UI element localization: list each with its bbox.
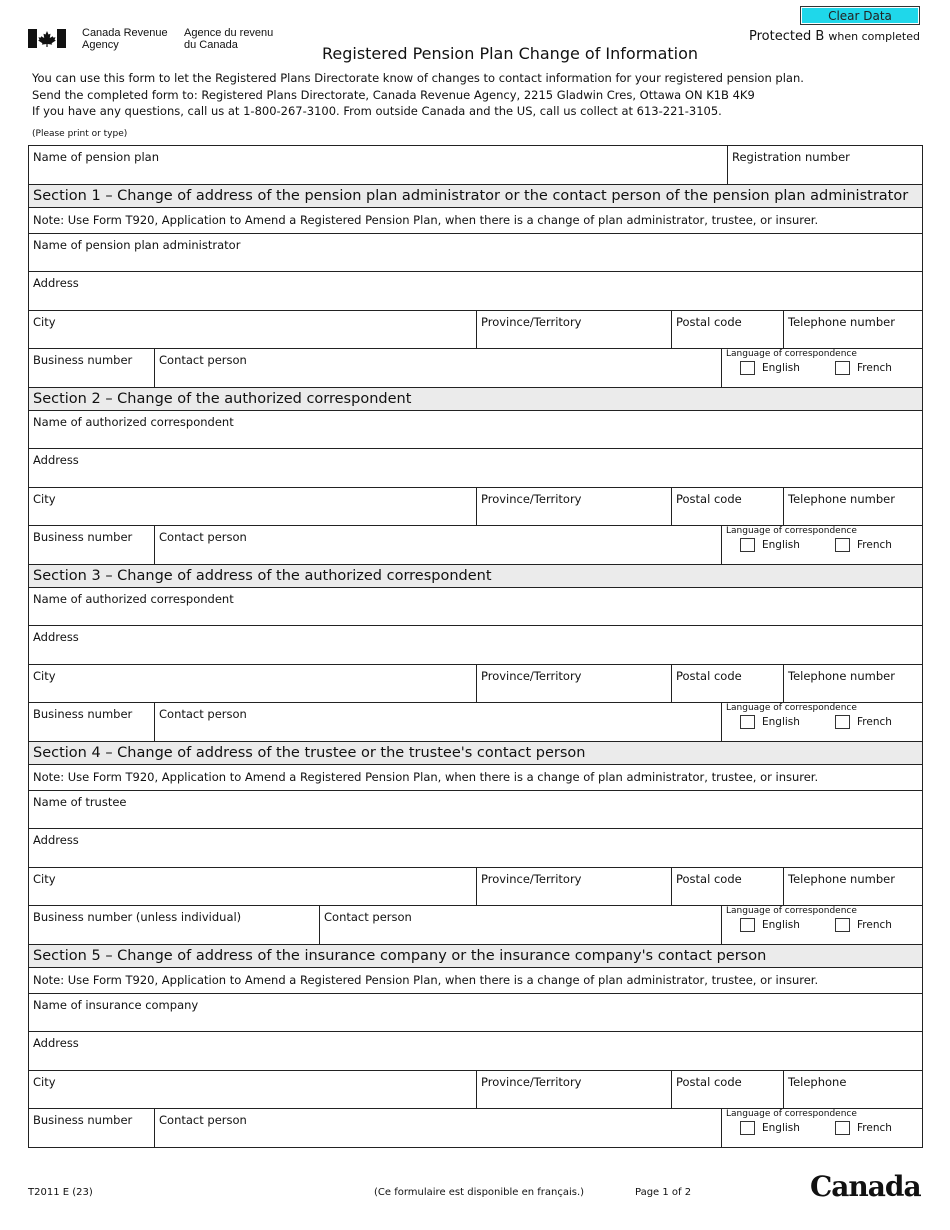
s3-french-checkbox[interactable] [835, 715, 850, 729]
s5-language-group: Language of correspondence English French [721, 1109, 922, 1147]
pension-plan-name-field[interactable]: Name of pension plan [33, 150, 159, 164]
s3-business-number-field[interactable]: Business number [33, 707, 133, 721]
s2-province-field[interactable]: Province/Territory [476, 488, 671, 526]
section-5-header: Section 5 – Change of address of the insurance company or the insurance company's contact person [29, 945, 922, 967]
s4-postal-field[interactable]: Postal code [671, 868, 783, 906]
s5-city-field[interactable]: City [33, 1074, 56, 1089]
section-1-header: Section 1 – Change of address of the pension plan administrator or the contact person of the pension plan administrator [29, 185, 922, 207]
s2-city-field[interactable]: City [33, 491, 56, 506]
s5-address-field[interactable]: Address [33, 1036, 79, 1050]
clear-data-button[interactable]: Clear Data [800, 6, 920, 25]
s3-address-field[interactable]: Address [33, 630, 79, 644]
page-title: Registered Pension Plan Change of Information [321, 44, 699, 63]
form-table [28, 145, 923, 1148]
s3-english-checkbox[interactable] [740, 715, 755, 729]
print-note: (Please print or type) [32, 129, 128, 139]
section-4-header: Section 4 – Change of address of the trustee or the trustee's contact person [29, 742, 922, 764]
s1-language-group: Language of correspondence English French [721, 349, 922, 387]
section-1-note: Note: Use Form T920, Application to Amend a Registered Pension Plan, when there is a change of plan administrator, trustee, or insurer. [33, 212, 819, 227]
s2-french-checkbox[interactable] [835, 538, 850, 552]
s3-name-field[interactable]: Name of authorized correspondent [33, 591, 234, 606]
s3-postal-field[interactable]: Postal code [671, 665, 783, 703]
s4-province-field[interactable]: Province/Territory [476, 868, 671, 906]
section-5-note: Note: Use Form T920, Application to Amend a Registered Pension Plan, when there is a change of plan administrator, trustee, or insurer. [33, 972, 819, 987]
s3-province-field[interactable]: Province/Territory [476, 665, 671, 703]
s4-name-field[interactable]: Name of trustee [33, 794, 127, 809]
s2-name-field[interactable]: Name of authorized correspondent [33, 414, 234, 429]
s1-business-number-field[interactable]: Business number [33, 353, 133, 367]
s1-telephone-field[interactable]: Telephone number [783, 311, 922, 349]
s2-english-checkbox[interactable] [740, 538, 755, 552]
registration-number-field[interactable]: Registration number [727, 146, 922, 184]
s1-postal-field[interactable]: Postal code [671, 311, 783, 349]
s2-postal-field[interactable]: Postal code [671, 488, 783, 526]
s1-contact-person-field[interactable]: Contact person [154, 349, 721, 387]
s1-address-field[interactable]: Address [33, 276, 79, 290]
s4-telephone-field[interactable]: Telephone number [783, 868, 922, 906]
s2-telephone-field[interactable]: Telephone number [783, 488, 922, 526]
s1-city-field[interactable]: City [33, 314, 56, 329]
s3-telephone-field[interactable]: Telephone number [783, 665, 922, 703]
s2-contact-person-field[interactable]: Contact person [154, 526, 721, 564]
page-number: Page 1 of 2 [635, 1187, 692, 1198]
s5-telephone-field[interactable]: Telephone [783, 1071, 922, 1109]
s1-name-field[interactable]: Name of pension plan administrator [33, 237, 241, 252]
agency-name-fr: Agence du revenu du Canada [184, 27, 274, 51]
s2-language-group: Language of correspondence English French [721, 526, 922, 564]
s1-province-field[interactable]: Province/Territory [476, 311, 671, 349]
french-availability-note: (Ce formulaire est disponible en français.) [374, 1187, 585, 1198]
s4-business-number-field[interactable]: Business number (unless individual) [33, 910, 242, 924]
s4-contact-person-field[interactable]: Contact person [319, 906, 721, 944]
s3-language-group: Language of correspondence English French [721, 703, 922, 741]
section-2-header: Section 2 – Change of the authorized correspondent [29, 388, 922, 410]
protected-b-label: Protected B when completed [749, 29, 920, 44]
section-4-note: Note: Use Form T920, Application to Amend a Registered Pension Plan, when there is a change of plan administrator, trustee, or insurer. [33, 769, 819, 784]
s4-city-field[interactable]: City [33, 871, 56, 886]
s2-business-number-field[interactable]: Business number [33, 530, 133, 544]
s5-province-field[interactable]: Province/Territory [476, 1071, 671, 1109]
s3-city-field[interactable]: City [33, 668, 56, 683]
intro-text: You can use this form to let the Registered Plans Directorate know of changes to contact information for your registered pension plan. Send the completed form to: Registered Plans Directorate, Canada Revenue Agency, 2215 Gladwin Cres, Ottawa ON K1B 4K9 If you have any questions, call us at 1-800-267-3100. From outside Canada and the US, call us collect at 613-221-3105. [32, 71, 804, 118]
form-code: T2011 E (23) [28, 1187, 93, 1198]
s4-french-checkbox[interactable] [835, 918, 850, 932]
s5-business-number-field[interactable]: Business number [33, 1113, 133, 1127]
s1-french-checkbox[interactable] [835, 361, 850, 375]
s5-contact-person-field[interactable]: Contact person [154, 1109, 721, 1147]
agency-name-en: Canada Revenue Agency [82, 27, 168, 51]
s5-postal-field[interactable]: Postal code [671, 1071, 783, 1109]
s5-name-field[interactable]: Name of insurance company [33, 997, 199, 1012]
s3-contact-person-field[interactable]: Contact person [154, 703, 721, 741]
s2-address-field[interactable]: Address [33, 453, 79, 467]
s1-english-checkbox[interactable] [740, 361, 755, 375]
s4-english-checkbox[interactable] [740, 918, 755, 932]
s4-address-field[interactable]: Address [33, 833, 79, 847]
canada-wordmark: Canada [810, 1170, 921, 1203]
s5-french-checkbox[interactable] [835, 1121, 850, 1135]
s5-english-checkbox[interactable] [740, 1121, 755, 1135]
s4-language-group: Language of correspondence English French [721, 906, 922, 944]
section-3-header: Section 3 – Change of address of the authorized correspondent [29, 565, 922, 587]
